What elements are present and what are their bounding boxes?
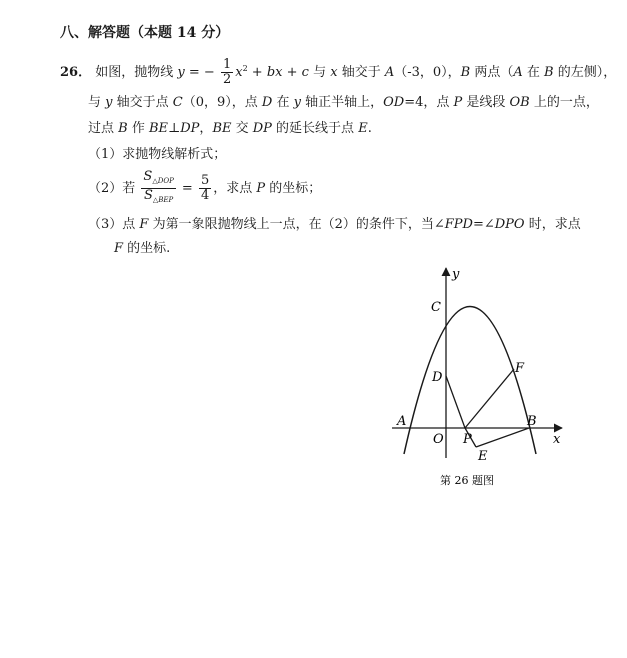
var: S: [143, 188, 153, 203]
text: 上的一点，: [529, 95, 599, 110]
text: 交: [231, 121, 253, 136]
label-C: C: [431, 300, 441, 315]
var: B: [544, 65, 554, 80]
var: BE: [148, 121, 169, 136]
var: S: [143, 169, 153, 184]
var: F: [114, 241, 124, 256]
text: ，: [199, 121, 213, 136]
exponent: 2: [242, 64, 248, 73]
var: DPO: [494, 217, 525, 232]
var: y: [293, 95, 301, 110]
text: =4，点: [404, 95, 454, 110]
var: OB: [509, 95, 530, 110]
subscript: △BEP: [152, 196, 174, 204]
var: BE: [212, 121, 232, 136]
subscript: △DOP: [152, 177, 174, 185]
text: 在: [522, 65, 545, 80]
var: A: [384, 65, 395, 80]
var: DP: [180, 121, 200, 136]
var: bx: [266, 65, 283, 80]
text: 为第一象限抛物线上一点，在（2）的条件下，当∠: [148, 217, 445, 232]
label-D: D: [432, 370, 443, 385]
text: 轴交于: [337, 65, 385, 80]
frac-num: 1: [222, 57, 232, 72]
text: =∠: [472, 217, 495, 232]
label-x: x: [553, 432, 561, 447]
label-O: O: [433, 432, 444, 447]
label-y: y: [452, 267, 460, 282]
var: y: [177, 65, 185, 80]
text: 的延长线于点: [271, 121, 359, 136]
text: ⊥: [168, 121, 181, 136]
var: E: [358, 121, 368, 136]
var: OD: [383, 95, 405, 110]
text: 如图，抛物线: [95, 65, 174, 80]
section-title: 八、解答题: [60, 25, 130, 41]
section-note: （本题 14 分）: [130, 25, 230, 41]
var: D: [261, 95, 273, 110]
text: = −: [188, 65, 215, 80]
text: 的左侧），: [553, 65, 617, 80]
text: 在: [272, 95, 294, 110]
label-F: F: [515, 361, 525, 376]
label-B: B: [527, 414, 537, 429]
var: c: [301, 65, 309, 80]
text: 过点: [88, 121, 119, 136]
text: 是线段: [462, 95, 510, 110]
frac-num: 5: [200, 173, 210, 188]
var: y: [105, 95, 113, 110]
var: DP: [252, 121, 272, 136]
text: 时，求点: [524, 217, 581, 232]
text: （-3，0），: [394, 65, 461, 80]
label-P: P: [463, 432, 472, 447]
text: 两点（: [470, 65, 514, 80]
label-A: A: [397, 414, 407, 429]
var: P: [453, 95, 463, 110]
var: x: [330, 65, 338, 80]
text: 与: [308, 65, 331, 80]
figure-caption: 第 26 题图: [440, 474, 494, 487]
segment-DP: [446, 376, 465, 428]
var: B: [118, 121, 128, 136]
frac-den: 4: [200, 188, 210, 203]
text: （0，9），点: [182, 95, 262, 110]
var: x: [235, 65, 243, 80]
text: .: [367, 121, 372, 136]
segment-PF: [465, 369, 514, 428]
question-1: （1）求抛物线解析式；: [88, 147, 227, 162]
var: B: [460, 65, 471, 80]
label-E: E: [478, 449, 488, 464]
text: 轴正半轴上，: [300, 95, 384, 110]
text: 的坐标；: [265, 181, 322, 196]
problem-number: 26．: [60, 65, 92, 80]
text: +: [247, 65, 267, 80]
text: 轴交于点: [112, 95, 173, 110]
text: 的坐标.: [123, 241, 171, 256]
var: C: [172, 95, 183, 110]
segment-EB: [476, 428, 529, 447]
text: ，求点: [213, 181, 257, 196]
var: A: [513, 65, 523, 80]
text: （3）点: [88, 217, 140, 232]
text: =: [177, 181, 197, 196]
text: （2）若: [88, 181, 136, 196]
var: F: [139, 217, 149, 232]
var: FPD: [444, 217, 473, 232]
text: 作: [127, 121, 149, 136]
text: 与: [88, 95, 106, 110]
frac-den: 2: [222, 72, 232, 87]
var: P: [256, 181, 266, 196]
text: +: [282, 65, 302, 80]
